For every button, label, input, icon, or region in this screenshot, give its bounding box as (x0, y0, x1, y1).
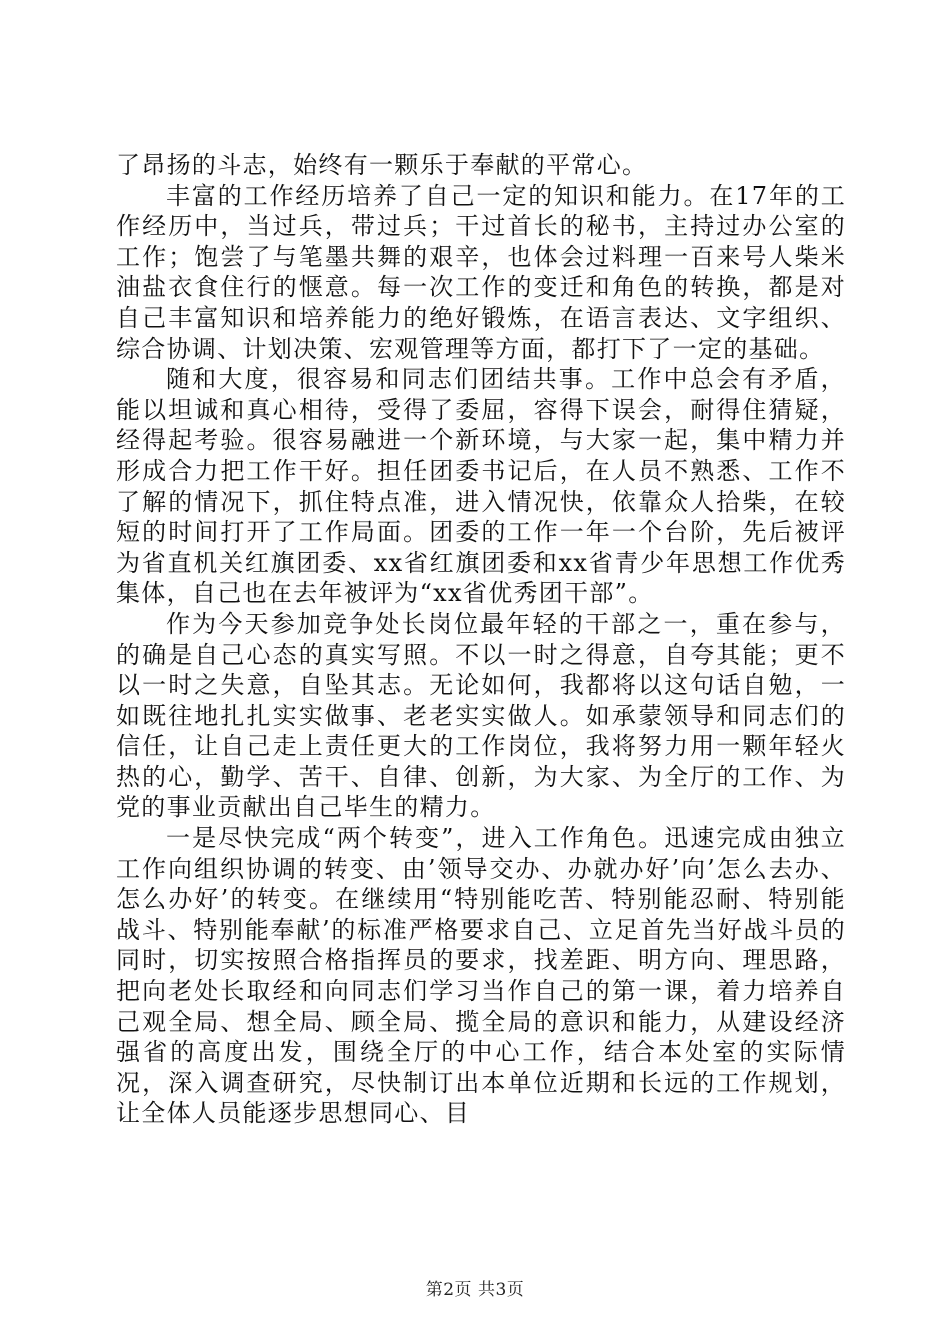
paragraph-3: 随和大度，很容易和同志们团结共事。工作中总会有矛盾，能以坦诚和真心相待，受得了委屈，容得下误会，耐得住猜疑，经得起考验。很容易融进一个新环境，与大家一起，集中精力并形成合力把工作干好。担任团委书记后，在人员不熟悉、工作不了解的情况下，抓住特点准，进入情况快，依靠众人拾柴，在较短的时间打开了工作局面。团委的工作一年一个台阶，先后被评为省直机关红旗团委、xx省红旗团委和xx省青少年思想工作优秀集体，自己也在去年被评为“xx省优秀团干部”。 (116, 365, 846, 608)
paragraph-4: 作为今天参加竞争处长岗位最年轻的干部之一，重在参与，的确是自己心态的真实写照。不以一时之得意，自夸其能；更不以一时之失意，自坠其志。无论如何，我都将以这句话自勉，一如既往地扎扎实实做事、老老实实做人。如承蒙领导和同志们的信任，让自己走上责任更大的工作岗位，我将努力用一颗年轻火热的心，勤学、苦干、自律、创新，为大家、为全厅的工作、为党的事业贡献出自己毕生的精力。 (116, 609, 846, 822)
paragraph-2: 丰富的工作经历培养了自己一定的知识和能力。在17年的工作经历中，当过兵，带过兵；干过首长的秘书，主持过办公室的工作；饱尝了与笔墨共舞的艰辛，也体会过料理一百来号人柴米油盐衣食住行的惬意。每一次工作的变迁和角色的转换，都是对自己丰富知识和培养能力的绝好锻炼，在语言表达、文字组织、综合协调、计划决策、宏观管理等方面，都打下了一定的基础。 (116, 181, 846, 363)
paragraph-1: 了昂扬的斗志，始终有一颗乐于奉献的平常心。 (116, 151, 648, 179)
page-number-footer: 第2页 共3页 (425, 1280, 525, 1300)
paragraph-5: 一是尽快完成“两个转变”，进入工作角色。迅速完成由独立工作向组织协调的转变、由’领导交办、办就办好’向’怎么去办、怎么办好’的转变。在继续用“特别能吃苦、特别能忍耐、特别能战斗、特别能奉献’的标准严格要求自己、立足首先当好战斗员的同时，切实按照合格指挥员的要求，找差距、明方向、理思路，把向老处长取经和向同志们学习当作自己的第一课，着力培养自己观全局、想全局、顾全局、揽全局的意识和能力，从建设经济强省的高度出发，围绕全厅的中心工作，结合本处室的实际情况，深入调查研究，尽快制订出本单位近期和长远的工作规划，让全体人员能逐步思想同心、目 (116, 824, 846, 1128)
document-body (116, 150, 846, 1129)
